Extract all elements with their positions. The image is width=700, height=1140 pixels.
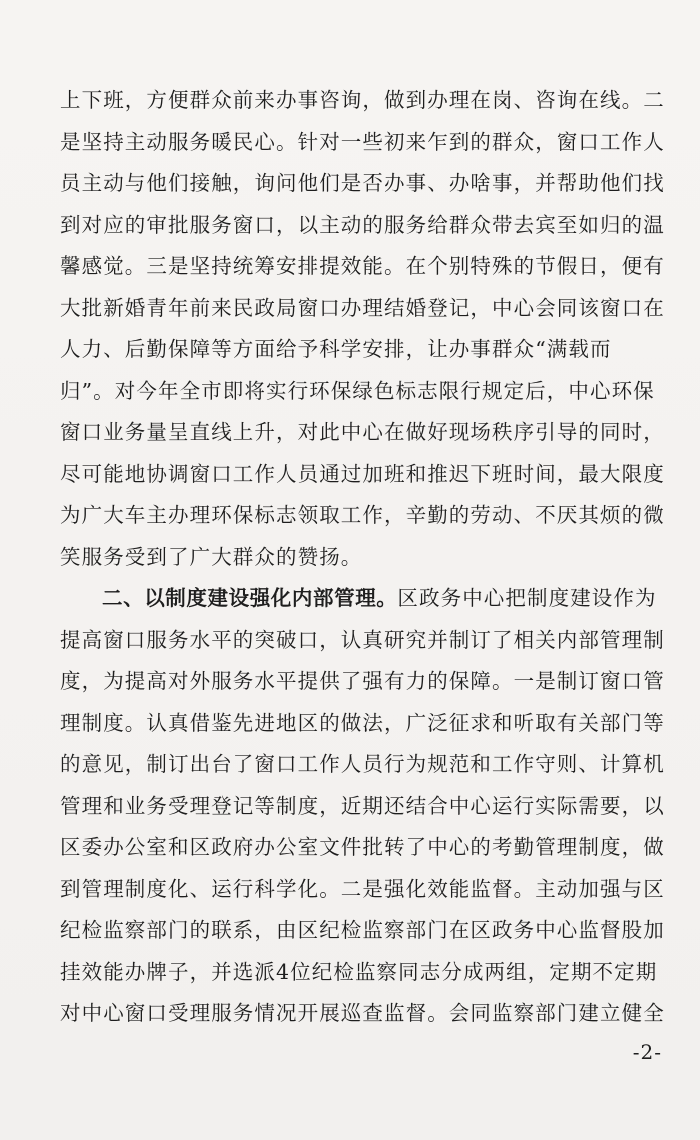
text-line: 理制度。认真借鉴先进地区的做法，广泛征求和听取有关部门等 bbox=[60, 710, 665, 735]
text-line: 员主动与他们接触，询问他们是否办事、办啥事，并帮助他们找 bbox=[60, 171, 665, 195]
section-2-first-line-text: 区政务中心把制度建设作为 bbox=[397, 586, 657, 610]
text-line: 笑服务受到了广大群众的赞扬。 bbox=[60, 544, 363, 569]
text-line: 尽可能地协调窗口工作人员通过加班和推迟下班时间，最大限度 bbox=[60, 461, 665, 486]
text-line: 人力、后勤保障等方面给予科学安排，让办事群众“满载而 bbox=[60, 337, 612, 361]
page-number: -2- bbox=[632, 1040, 662, 1064]
text-line: 纪检监察部门的联系，由区纪检监察部门在区政务中心监督股加 bbox=[60, 918, 665, 942]
text-line: 为广大车主办理环保标志领取工作，辛勤的劳动、不厌其烦的微 bbox=[60, 503, 665, 527]
text-line: 度，为提高对外服务水平提供了强有力的保障。一是制订窗口管 bbox=[60, 669, 665, 693]
section-2-heading: 二、以制度建设强化内部管理。 bbox=[102, 586, 398, 610]
body-text bbox=[60, 80, 665, 1035]
text-line: 区委办公室和区政府办公室文件批转了中心的考勤管理制度，做 bbox=[60, 835, 665, 859]
text-line: 是坚持主动服务暖民心。针对一些初来乍到的群众，窗口工作人 bbox=[60, 129, 665, 154]
text-line: 提高窗口服务水平的突破口，认真研究并制订了相关内部管理制 bbox=[60, 627, 665, 652]
section-2-first-line bbox=[60, 578, 660, 620]
text-line: 归”。对今年全市即将实行环保绿色标志限行规定后，中心环保 bbox=[60, 378, 655, 403]
text-line: 馨感觉。三是坚持统筹安排提效能。在个别特殊的节假日，便有 bbox=[60, 254, 665, 278]
text-line: 的意见，制订出台了窗口工作人员行为规范和工作守则、计算机 bbox=[60, 752, 665, 776]
text-line: 窗口业务量呈直线上升，对此中心在做好现场秩序引导的同时， bbox=[60, 420, 665, 444]
text-line: 管理和业务受理登记等制度，近期还结合中心运行实际需要，以 bbox=[60, 793, 665, 818]
text-line: 大批新婚青年前来民政局窗口办理结婚登记，中心会同该窗口在 bbox=[60, 295, 665, 320]
text-line: 对中心窗口受理服务情况开展巡查监督。会同监察部门建立健全 bbox=[60, 1001, 665, 1025]
text-line: 到对应的审批服务窗口，以主动的服务给群众带去宾至如归的温 bbox=[60, 212, 665, 237]
text-line: 上下班，方便群众前来办事咨询，做到办理在岗、咨询在线。二 bbox=[60, 88, 665, 112]
text-line: 到管理制度化、运行科学化。二是强化效能监督。主动加强与区 bbox=[60, 876, 665, 901]
text-line: 挂效能办牌子，并选派4位纪检监察同志分成两组，定期不定期 bbox=[60, 959, 658, 984]
